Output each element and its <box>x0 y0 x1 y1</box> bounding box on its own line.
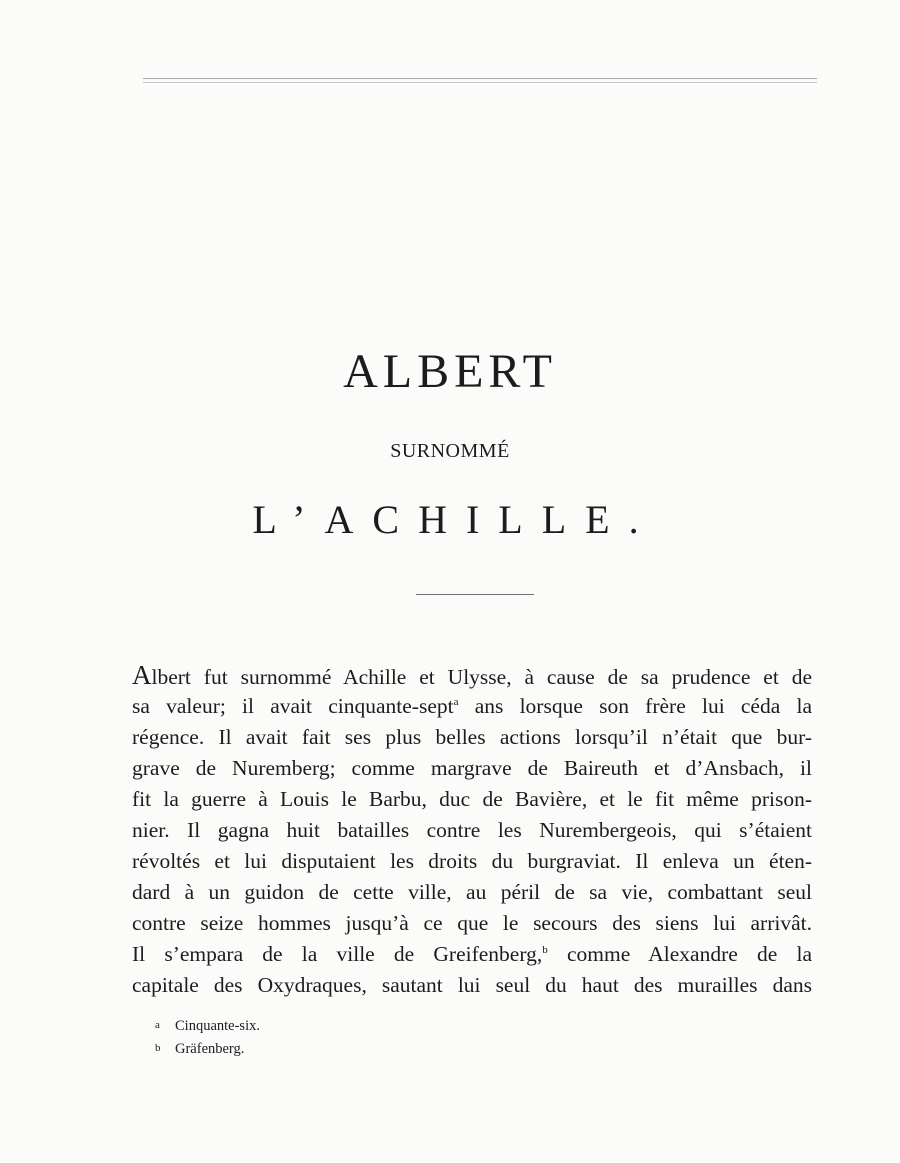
page-subtitle: SURNOMMÉ <box>390 440 510 462</box>
footnote-text: Cinquante-six. <box>175 1018 260 1034</box>
text-line: sa valeur; il avait cinquante-sept$^a$ ans lorsque son frère lui céda la <box>132 694 813 718</box>
text-line: révoltés et lui disputaient les droits du burgraviat. Il enleva un éten- <box>132 849 812 873</box>
body-paragraph <box>132 660 812 1001</box>
footnote-ref: b <box>542 944 548 956</box>
text-line: fit la guerre à Louis le Barbu, duc de Bavière, et le fit même prison- <box>132 787 812 811</box>
text-line: Albert fut surnommé Achille et Ulysse, à cause de sa prudence et de <box>132 660 812 690</box>
footnote <box>155 1037 555 1060</box>
text-line: nier. Il gagna huit batailles contre les Nurembergeois, qui s’étaient <box>132 818 812 842</box>
section-divider <box>416 594 534 595</box>
page-title: ALBERT <box>343 345 557 398</box>
text-line: contre seize hommes jusqu’à ce que le secours des siens lui arrivât. <box>132 911 812 935</box>
text-line: Il s’empara de la ville de Greifenberg,$^b$ comme Alexandre de la <box>132 942 812 966</box>
text-line: régence. Il avait fait ses plus belles actions lorsqu’il n’était que bur- <box>132 725 812 749</box>
text-line: grave de Nuremberg; comme margrave de Baireuth et d’Ansbach, il <box>132 756 812 780</box>
footnote-mark: a <box>155 1019 160 1031</box>
footnote <box>155 1014 555 1037</box>
top-rule <box>143 78 817 83</box>
page-heading: L’ACHILLE. <box>252 497 658 542</box>
text-line: capitale des Oxydraques, sautant lui seul du haut des murailles dans <box>132 973 812 997</box>
text-line: dard à un guidon de cette ville, au péril de sa vie, combattant seul <box>132 880 812 904</box>
footnote-mark: b <box>155 1042 161 1054</box>
footnote-text: Gräfenberg. <box>175 1041 245 1057</box>
footnote-ref: a <box>453 696 459 708</box>
footnotes <box>155 1014 555 1060</box>
